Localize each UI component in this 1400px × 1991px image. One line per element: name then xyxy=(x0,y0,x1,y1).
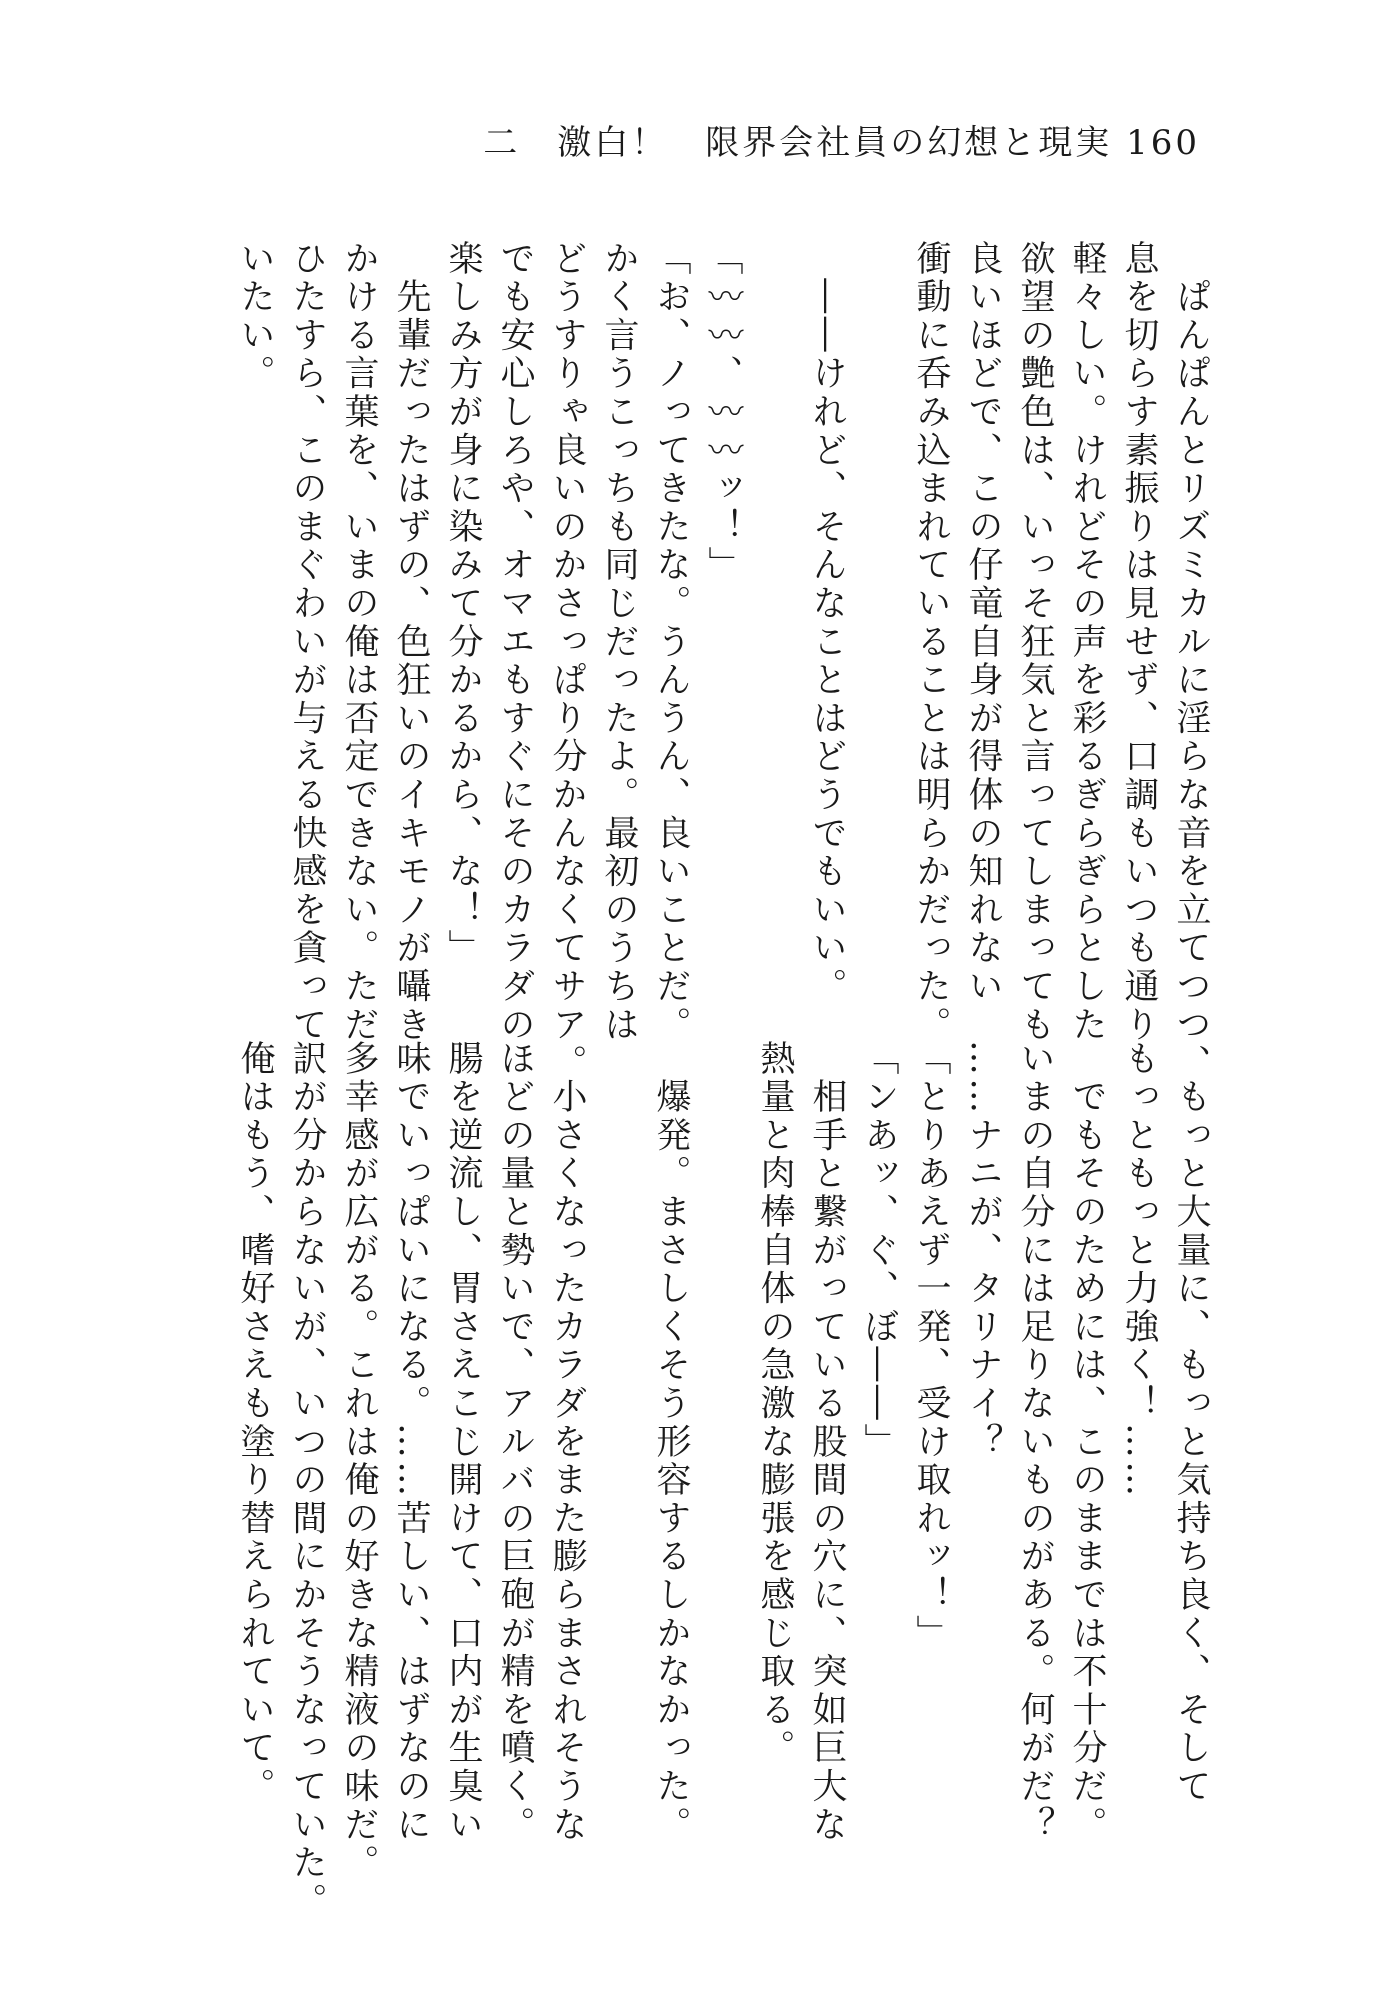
upper-line: 衝動に呑み込まれていることは明らかだった。 xyxy=(911,240,951,1045)
lower-line: 熱量と肉棒自体の急激な膨張を感じ取る。 xyxy=(755,1040,795,1768)
text-block-lower xyxy=(207,1040,1217,1921)
upper-line: 先輩だったはずの、色狂いのイキモノが囁き xyxy=(391,240,431,1045)
upper-line: 楽しみ方が身に染みて分かるから、な！」 xyxy=(443,240,483,968)
upper-blank-line xyxy=(749,240,801,940)
upper-line: でも安心しろや、オマエもすぐにそのカラダの xyxy=(495,240,535,1045)
lower-line: 「ンあッ、ぐ、ぼ――」 xyxy=(859,1040,899,1462)
upper-line: 「〰〰、〰〰ッ！」 xyxy=(703,240,743,585)
lower-line: ……ナニが、タリナイ？ xyxy=(963,1040,1003,1462)
text-block-upper xyxy=(207,240,1217,1083)
lower-line: 味でいっぱいになる。……苦しい、はずなのに xyxy=(391,1040,431,1845)
upper-line: ぱんぱんとリズミカルに淫らな音を立てつつ、 xyxy=(1171,240,1211,1083)
upper-line: いたい。 xyxy=(235,240,275,394)
lower-line: でもそのためには、このままでは不十分だ。 xyxy=(1067,1040,1107,1845)
lower-line: 相手と繋がっている股間の穴に、突如巨大な xyxy=(807,1040,847,1845)
upper-line: 「お、ノってきたな。うんうん、良いことだ。 xyxy=(651,240,691,1045)
lower-line: もっと大量に、もっと気持ち良く、そして xyxy=(1171,1040,1211,1806)
lower-line: 訳が分からないが、いつの間にかそうなっていた。 xyxy=(287,1040,327,1921)
lower-line: いまの自分には足りないものがある。何がだ？ xyxy=(1015,1040,1055,1845)
upper-line: かく言うこっちも同じだったよ。最初のうちは xyxy=(599,240,639,1045)
lower-blank-line xyxy=(697,1040,749,1740)
upper-line: 欲望の艶色は、いっそ狂気と言ってしまっても xyxy=(1015,240,1055,1045)
upper-line: かける言葉を、いまの俺は否定できない。ただ xyxy=(339,240,379,1045)
lower-line: 小さくなったカラダをまた膨らまされそうな xyxy=(547,1040,587,1845)
upper-line: 軽々しい。けれどその声を彩るぎらぎらとした xyxy=(1067,240,1107,1045)
lower-line: 多幸感が広がる。これは俺の好きな精液の味だ。 xyxy=(339,1040,379,1883)
lower-line: 腸を逆流し、胃さえこじ開けて、口内が生臭い xyxy=(443,1040,483,1845)
upper-line: 良いほどで、この仔竜自身が得体の知れない xyxy=(963,240,1003,1006)
upper-line: ――けれど、そんなことはどうでもいい。 xyxy=(807,240,847,1006)
lower-line: 「とりあえず一発、受け取れッ！」 xyxy=(911,1040,951,1653)
lower-line: ほどの量と勢いで、アルバの巨砲が精を噴く。 xyxy=(495,1040,535,1845)
lower-line: 俺はもう、嗜好さえも塗り替えられていて。 xyxy=(235,1040,275,1806)
lower-line: もっともっと力強く！…… xyxy=(1119,1040,1159,1500)
lower-blank-line xyxy=(593,1040,645,1740)
upper-line: 息を切らす素振りは見せず、口調もいつも通り xyxy=(1119,240,1159,1045)
lower-line: 爆発。まさしくそう形容するしかなかった。 xyxy=(651,1040,691,1845)
upper-line: どうすりゃ良いのかさっぱり分かんなくてサア。 xyxy=(547,240,587,1083)
upper-blank-line xyxy=(853,240,905,940)
running-header: 二 激白！ 限界会社員の幻想と現実 160 xyxy=(483,123,1200,163)
upper-line: ひたすら、このまぐわいが与える快感を貪って xyxy=(287,240,327,1045)
